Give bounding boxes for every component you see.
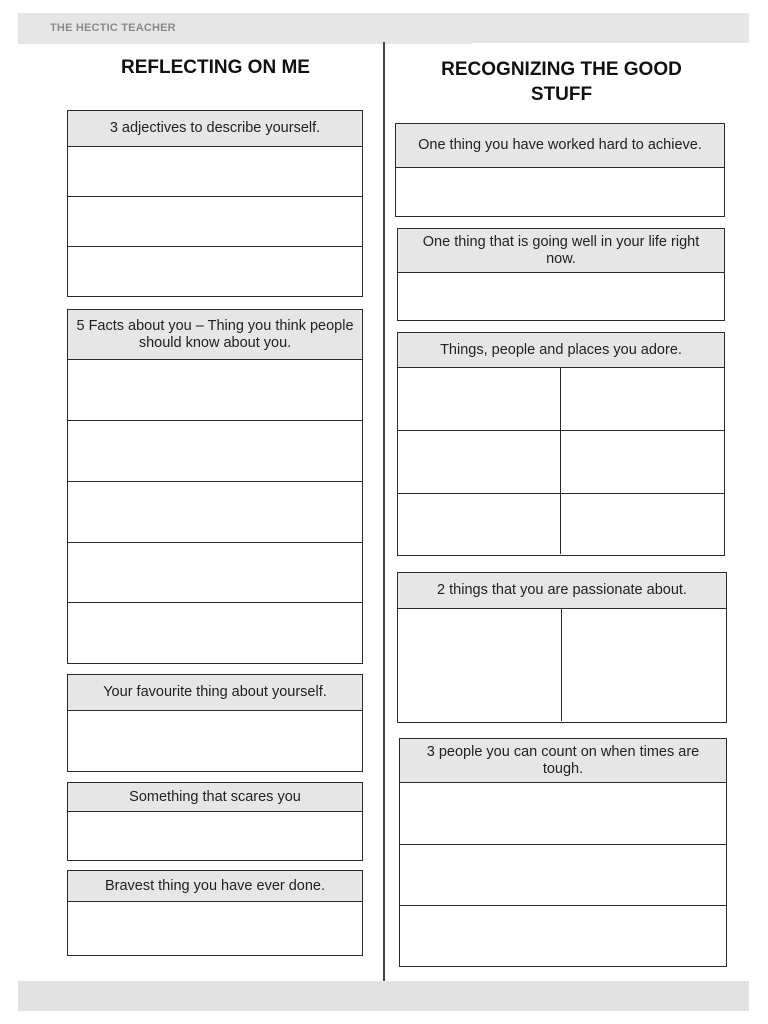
- count-on-box: [399, 738, 727, 967]
- going-well-prompt: One thing that is going well in your life right now.: [398, 229, 724, 273]
- going-well-field[interactable]: [398, 273, 724, 319]
- footer-bar: [18, 981, 749, 1011]
- header-bar: [18, 13, 749, 44]
- adore-cell[interactable]: [561, 494, 724, 554]
- passionate-box: [397, 572, 727, 723]
- header-accent-line: [472, 43, 749, 45]
- worked-hard-prompt: One thing you have worked hard to achieve.: [396, 124, 724, 168]
- adore-cell[interactable]: [561, 431, 724, 494]
- fact-field-1[interactable]: [68, 360, 362, 421]
- bravest-prompt: Bravest thing you have ever done.: [68, 871, 362, 902]
- fact-field-3[interactable]: [68, 482, 362, 543]
- adore-box: [397, 332, 725, 556]
- brand-label: THE HECTIC TEACHER: [50, 22, 176, 34]
- adjective-field-2[interactable]: [68, 197, 362, 247]
- adjective-field-3[interactable]: [68, 247, 362, 295]
- left-column-title: REFLECTING ON ME: [121, 57, 310, 78]
- scares-prompt: Something that scares you: [68, 783, 362, 812]
- bravest-field[interactable]: [68, 902, 362, 954]
- favourite-field[interactable]: [68, 711, 362, 770]
- favourite-prompt: Your favourite thing about yourself.: [68, 675, 362, 711]
- fact-field-5[interactable]: [68, 603, 362, 662]
- passionate-prompt: 2 things that you are passionate about.: [398, 573, 726, 609]
- right-column-title: RECOGNIZING THE GOOD STUFF: [441, 59, 682, 105]
- adjectives-prompt: 3 adjectives to describe yourself.: [68, 111, 362, 147]
- count-on-prompt: 3 people you can count on when times are tough.: [400, 739, 726, 783]
- adore-prompt: Things, people and places you adore.: [398, 333, 724, 368]
- count-on-field-2[interactable]: [400, 845, 726, 906]
- adore-cell[interactable]: [561, 368, 724, 431]
- bravest-box: [67, 870, 363, 956]
- adjective-field-1[interactable]: [68, 147, 362, 197]
- favourite-box: [67, 674, 363, 772]
- passionate-cell[interactable]: [398, 609, 562, 721]
- scares-field[interactable]: [68, 812, 362, 859]
- fact-field-2[interactable]: [68, 421, 362, 482]
- column-divider: [383, 42, 385, 982]
- going-well-box: [397, 228, 725, 321]
- count-on-field-3[interactable]: [400, 906, 726, 965]
- worked-hard-field[interactable]: [396, 168, 724, 215]
- facts-prompt: 5 Facts about you – Thing you think people should know about you.: [68, 310, 362, 360]
- fact-field-4[interactable]: [68, 543, 362, 603]
- scares-box: [67, 782, 363, 861]
- worked-hard-box: [395, 123, 725, 217]
- adjectives-box: [67, 110, 363, 297]
- adore-cell[interactable]: [398, 494, 561, 554]
- facts-box: [67, 309, 363, 664]
- adore-cell[interactable]: [398, 431, 561, 494]
- passionate-cell[interactable]: [562, 609, 726, 721]
- count-on-field-1[interactable]: [400, 783, 726, 845]
- adore-cell[interactable]: [398, 368, 561, 431]
